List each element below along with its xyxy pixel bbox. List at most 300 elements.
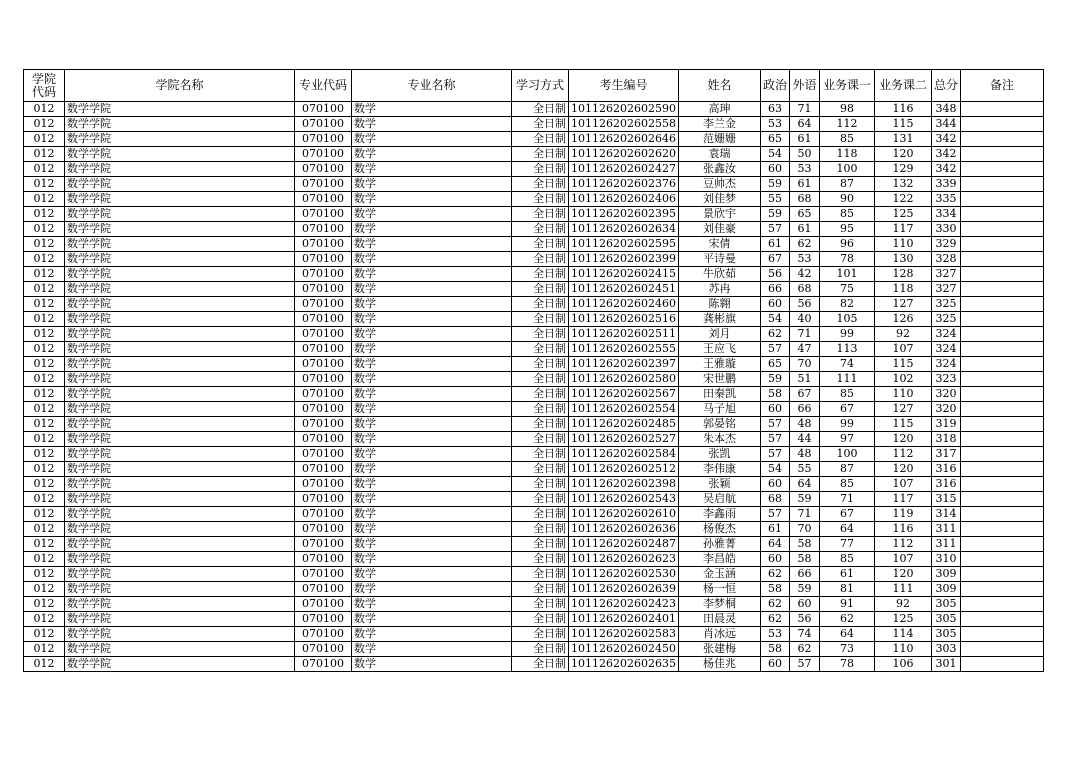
subject-one-score-cell: 62 xyxy=(820,612,875,627)
candidate-id-cell: 101126202602427 xyxy=(569,162,679,177)
college-code-cell: 012 xyxy=(24,477,65,492)
remarks-cell xyxy=(961,357,1044,372)
table-row xyxy=(24,267,1044,282)
foreign-language-score-cell: 47 xyxy=(790,342,820,357)
major-name-cell: 数学 xyxy=(352,642,512,657)
major-name-cell: 数学 xyxy=(352,207,512,222)
foreign-language-score-cell: 56 xyxy=(790,297,820,312)
total-score-cell: 320 xyxy=(932,402,961,417)
major-code-cell: 070100 xyxy=(295,387,352,402)
foreign-language-score-cell: 53 xyxy=(790,162,820,177)
candidate-id-cell: 101126202602401 xyxy=(569,612,679,627)
candidate-id-cell: 101126202602639 xyxy=(569,582,679,597)
college-name-cell: 数学学院 xyxy=(65,567,295,582)
subject-two-score-cell: 125 xyxy=(875,207,932,222)
study-mode-cell: 全日制 xyxy=(512,327,569,342)
politics-score-cell: 66 xyxy=(760,282,789,297)
study-mode-cell: 全日制 xyxy=(512,492,569,507)
subject-one-score-cell: 99 xyxy=(820,327,875,342)
college-name-cell: 数学学院 xyxy=(65,297,295,312)
table-row xyxy=(24,147,1044,162)
table-row xyxy=(24,657,1044,672)
student-name-cell: 马子旭 xyxy=(678,402,760,417)
header-remarks: 备注 xyxy=(961,70,1044,102)
subject-one-score-cell: 78 xyxy=(820,252,875,267)
major-code-cell: 070100 xyxy=(295,627,352,642)
study-mode-cell: 全日制 xyxy=(512,447,569,462)
major-code-cell: 070100 xyxy=(295,402,352,417)
major-code-cell: 070100 xyxy=(295,612,352,627)
header-subject-one: 业务课一 xyxy=(820,70,875,102)
subject-one-score-cell: 111 xyxy=(820,372,875,387)
college-code-cell: 012 xyxy=(24,372,65,387)
foreign-language-score-cell: 66 xyxy=(790,567,820,582)
subject-one-score-cell: 85 xyxy=(820,477,875,492)
table-row xyxy=(24,342,1044,357)
study-mode-cell: 全日制 xyxy=(512,222,569,237)
table-row xyxy=(24,477,1044,492)
foreign-language-score-cell: 65 xyxy=(790,207,820,222)
remarks-cell xyxy=(961,612,1044,627)
college-name-cell: 数学学院 xyxy=(65,237,295,252)
subject-two-score-cell: 132 xyxy=(875,177,932,192)
major-name-cell: 数学 xyxy=(352,597,512,612)
student-name-cell: 张鑫汝 xyxy=(678,162,760,177)
table-row xyxy=(24,492,1044,507)
foreign-language-score-cell: 70 xyxy=(790,522,820,537)
politics-score-cell: 54 xyxy=(760,312,789,327)
major-name-cell: 数学 xyxy=(352,492,512,507)
header-major-code: 专业代码 xyxy=(295,70,352,102)
table-row xyxy=(24,132,1044,147)
college-name-cell: 数学学院 xyxy=(65,282,295,297)
college-code-cell: 012 xyxy=(24,117,65,132)
subject-two-score-cell: 112 xyxy=(875,447,932,462)
politics-score-cell: 53 xyxy=(760,627,789,642)
subject-two-score-cell: 115 xyxy=(875,417,932,432)
subject-two-score-cell: 102 xyxy=(875,372,932,387)
politics-score-cell: 57 xyxy=(760,417,789,432)
subject-two-score-cell: 107 xyxy=(875,477,932,492)
student-name-cell: 朱本杰 xyxy=(678,432,760,447)
subject-two-score-cell: 112 xyxy=(875,537,932,552)
study-mode-cell: 全日制 xyxy=(512,552,569,567)
table-row xyxy=(24,252,1044,267)
major-name-cell: 数学 xyxy=(352,282,512,297)
major-name-cell: 数学 xyxy=(352,357,512,372)
total-score-cell: 320 xyxy=(932,387,961,402)
foreign-language-score-cell: 59 xyxy=(790,492,820,507)
college-code-cell: 012 xyxy=(24,102,65,117)
major-name-cell: 数学 xyxy=(352,222,512,237)
student-name-cell: 郭晏铭 xyxy=(678,417,760,432)
major-code-cell: 070100 xyxy=(295,252,352,267)
total-score-cell: 317 xyxy=(932,447,961,462)
remarks-cell xyxy=(961,267,1044,282)
candidate-id-cell: 101126202602397 xyxy=(569,357,679,372)
college-name-cell: 数学学院 xyxy=(65,387,295,402)
subject-one-score-cell: 75 xyxy=(820,282,875,297)
study-mode-cell: 全日制 xyxy=(512,507,569,522)
table-row xyxy=(24,177,1044,192)
table-row xyxy=(24,522,1044,537)
major-name-cell: 数学 xyxy=(352,417,512,432)
major-name-cell: 数学 xyxy=(352,477,512,492)
subject-two-score-cell: 119 xyxy=(875,507,932,522)
study-mode-cell: 全日制 xyxy=(512,657,569,672)
header-row xyxy=(24,70,1044,102)
politics-score-cell: 62 xyxy=(760,567,789,582)
politics-score-cell: 60 xyxy=(760,657,789,672)
foreign-language-score-cell: 59 xyxy=(790,582,820,597)
major-name-cell: 数学 xyxy=(352,117,512,132)
table-row xyxy=(24,207,1044,222)
candidate-id-cell: 101126202602487 xyxy=(569,537,679,552)
subject-one-score-cell: 85 xyxy=(820,132,875,147)
foreign-language-score-cell: 56 xyxy=(790,612,820,627)
remarks-cell xyxy=(961,642,1044,657)
header-college-code: 学院代码 xyxy=(24,70,65,102)
college-name-cell: 数学学院 xyxy=(65,372,295,387)
college-name-cell: 数学学院 xyxy=(65,327,295,342)
study-mode-cell: 全日制 xyxy=(512,162,569,177)
college-code-cell: 012 xyxy=(24,552,65,567)
total-score-cell: 330 xyxy=(932,222,961,237)
student-name-cell: 豆帅杰 xyxy=(678,177,760,192)
subject-two-score-cell: 127 xyxy=(875,402,932,417)
subject-one-score-cell: 101 xyxy=(820,267,875,282)
subject-one-score-cell: 85 xyxy=(820,207,875,222)
header-college-name: 学院名称 xyxy=(65,70,295,102)
remarks-cell xyxy=(961,177,1044,192)
table-row xyxy=(24,567,1044,582)
college-name-cell: 数学学院 xyxy=(65,132,295,147)
subject-one-score-cell: 85 xyxy=(820,387,875,402)
major-name-cell: 数学 xyxy=(352,387,512,402)
total-score-cell: 324 xyxy=(932,327,961,342)
remarks-cell xyxy=(961,492,1044,507)
study-mode-cell: 全日制 xyxy=(512,597,569,612)
politics-score-cell: 60 xyxy=(760,297,789,312)
remarks-cell xyxy=(961,462,1044,477)
foreign-language-score-cell: 61 xyxy=(790,132,820,147)
candidate-id-cell: 101126202602610 xyxy=(569,507,679,522)
study-mode-cell: 全日制 xyxy=(512,417,569,432)
study-mode-cell: 全日制 xyxy=(512,192,569,207)
politics-score-cell: 62 xyxy=(760,327,789,342)
student-name-cell: 杨一恒 xyxy=(678,582,760,597)
study-mode-cell: 全日制 xyxy=(512,102,569,117)
foreign-language-score-cell: 50 xyxy=(790,147,820,162)
study-mode-cell: 全日制 xyxy=(512,387,569,402)
college-code-cell: 012 xyxy=(24,507,65,522)
total-score-cell: 311 xyxy=(932,522,961,537)
candidate-id-cell: 101126202602450 xyxy=(569,642,679,657)
study-mode-cell: 全日制 xyxy=(512,537,569,552)
study-mode-cell: 全日制 xyxy=(512,147,569,162)
foreign-language-score-cell: 68 xyxy=(790,282,820,297)
table-row xyxy=(24,372,1044,387)
major-code-cell: 070100 xyxy=(295,117,352,132)
student-name-cell: 龚彬旗 xyxy=(678,312,760,327)
major-code-cell: 070100 xyxy=(295,537,352,552)
subject-two-score-cell: 120 xyxy=(875,432,932,447)
study-mode-cell: 全日制 xyxy=(512,342,569,357)
study-mode-cell: 全日制 xyxy=(512,642,569,657)
major-code-cell: 070100 xyxy=(295,642,352,657)
candidate-id-cell: 101126202602423 xyxy=(569,597,679,612)
foreign-language-score-cell: 64 xyxy=(790,477,820,492)
subject-one-score-cell: 67 xyxy=(820,402,875,417)
total-score-cell: 342 xyxy=(932,147,961,162)
remarks-cell xyxy=(961,657,1044,672)
college-name-cell: 数学学院 xyxy=(65,582,295,597)
major-name-cell: 数学 xyxy=(352,267,512,282)
college-code-cell: 012 xyxy=(24,267,65,282)
remarks-cell xyxy=(961,312,1044,327)
header-study-mode: 学习方式 xyxy=(512,70,569,102)
politics-score-cell: 58 xyxy=(760,642,789,657)
remarks-cell xyxy=(961,102,1044,117)
major-code-cell: 070100 xyxy=(295,147,352,162)
study-mode-cell: 全日制 xyxy=(512,582,569,597)
foreign-language-score-cell: 68 xyxy=(790,192,820,207)
candidate-id-cell: 101126202602620 xyxy=(569,147,679,162)
study-mode-cell: 全日制 xyxy=(512,312,569,327)
student-name-cell: 景欣宇 xyxy=(678,207,760,222)
table-row xyxy=(24,627,1044,642)
remarks-cell xyxy=(961,477,1044,492)
major-name-cell: 数学 xyxy=(352,252,512,267)
remarks-cell xyxy=(961,447,1044,462)
student-name-cell: 金玉涵 xyxy=(678,567,760,582)
college-name-cell: 数学学院 xyxy=(65,402,295,417)
total-score-cell: 334 xyxy=(932,207,961,222)
table-row xyxy=(24,642,1044,657)
candidate-id-cell: 101126202602634 xyxy=(569,222,679,237)
subject-one-score-cell: 73 xyxy=(820,642,875,657)
total-score-cell: 339 xyxy=(932,177,961,192)
subject-two-score-cell: 117 xyxy=(875,222,932,237)
politics-score-cell: 61 xyxy=(760,237,789,252)
major-code-cell: 070100 xyxy=(295,597,352,612)
college-name-cell: 数学学院 xyxy=(65,312,295,327)
subject-one-score-cell: 105 xyxy=(820,312,875,327)
major-code-cell: 070100 xyxy=(295,177,352,192)
table-row xyxy=(24,327,1044,342)
college-name-cell: 数学学院 xyxy=(65,462,295,477)
foreign-language-score-cell: 55 xyxy=(790,462,820,477)
foreign-language-score-cell: 71 xyxy=(790,102,820,117)
major-code-cell: 070100 xyxy=(295,192,352,207)
subject-one-score-cell: 113 xyxy=(820,342,875,357)
college-name-cell: 数学学院 xyxy=(65,342,295,357)
politics-score-cell: 59 xyxy=(760,177,789,192)
foreign-language-score-cell: 61 xyxy=(790,222,820,237)
foreign-language-score-cell: 42 xyxy=(790,267,820,282)
college-name-cell: 数学学院 xyxy=(65,117,295,132)
candidate-id-cell: 101126202602583 xyxy=(569,627,679,642)
major-code-cell: 070100 xyxy=(295,267,352,282)
remarks-cell xyxy=(961,147,1044,162)
total-score-cell: 325 xyxy=(932,312,961,327)
candidate-id-cell: 101126202602527 xyxy=(569,432,679,447)
foreign-language-score-cell: 44 xyxy=(790,432,820,447)
student-name-cell: 宋倩 xyxy=(678,237,760,252)
major-name-cell: 数学 xyxy=(352,552,512,567)
remarks-cell xyxy=(961,402,1044,417)
subject-one-score-cell: 96 xyxy=(820,237,875,252)
table-row xyxy=(24,447,1044,462)
major-code-cell: 070100 xyxy=(295,507,352,522)
candidate-id-cell: 101126202602584 xyxy=(569,447,679,462)
politics-score-cell: 67 xyxy=(760,252,789,267)
student-name-cell: 张颖 xyxy=(678,477,760,492)
candidate-id-cell: 101126202602567 xyxy=(569,387,679,402)
header-name: 姓名 xyxy=(678,70,760,102)
major-name-cell: 数学 xyxy=(352,432,512,447)
candidate-id-cell: 101126202602558 xyxy=(569,117,679,132)
table-row xyxy=(24,537,1044,552)
student-name-cell: 杨俊杰 xyxy=(678,522,760,537)
college-code-cell: 012 xyxy=(24,642,65,657)
major-code-cell: 070100 xyxy=(295,312,352,327)
major-code-cell: 070100 xyxy=(295,327,352,342)
major-code-cell: 070100 xyxy=(295,522,352,537)
major-code-cell: 070100 xyxy=(295,432,352,447)
college-code-cell: 012 xyxy=(24,357,65,372)
major-code-cell: 070100 xyxy=(295,132,352,147)
remarks-cell xyxy=(961,297,1044,312)
total-score-cell: 314 xyxy=(932,507,961,522)
major-code-cell: 070100 xyxy=(295,162,352,177)
major-name-cell: 数学 xyxy=(352,567,512,582)
remarks-cell xyxy=(961,567,1044,582)
candidate-id-cell: 101126202602415 xyxy=(569,267,679,282)
politics-score-cell: 68 xyxy=(760,492,789,507)
college-name-cell: 数学学院 xyxy=(65,357,295,372)
subject-one-score-cell: 95 xyxy=(820,222,875,237)
total-score-cell: 309 xyxy=(932,582,961,597)
student-name-cell: 平诗曼 xyxy=(678,252,760,267)
politics-score-cell: 57 xyxy=(760,222,789,237)
subject-two-score-cell: 125 xyxy=(875,612,932,627)
college-name-cell: 数学学院 xyxy=(65,507,295,522)
foreign-language-score-cell: 40 xyxy=(790,312,820,327)
table-row xyxy=(24,582,1044,597)
foreign-language-score-cell: 48 xyxy=(790,447,820,462)
college-code-cell: 012 xyxy=(24,327,65,342)
total-score-cell: 348 xyxy=(932,102,961,117)
major-code-cell: 070100 xyxy=(295,297,352,312)
total-score-cell: 327 xyxy=(932,267,961,282)
remarks-cell xyxy=(961,537,1044,552)
student-name-cell: 李昌皓 xyxy=(678,552,760,567)
major-code-cell: 070100 xyxy=(295,282,352,297)
total-score-cell: 328 xyxy=(932,252,961,267)
table-row xyxy=(24,402,1044,417)
total-score-cell: 323 xyxy=(932,372,961,387)
subject-two-score-cell: 92 xyxy=(875,327,932,342)
total-score-cell: 315 xyxy=(932,492,961,507)
subject-two-score-cell: 107 xyxy=(875,552,932,567)
college-name-cell: 数学学院 xyxy=(65,102,295,117)
candidate-id-cell: 101126202602623 xyxy=(569,552,679,567)
foreign-language-score-cell: 53 xyxy=(790,252,820,267)
subject-one-score-cell: 98 xyxy=(820,102,875,117)
remarks-cell xyxy=(961,282,1044,297)
college-code-cell: 012 xyxy=(24,657,65,672)
foreign-language-score-cell: 74 xyxy=(790,627,820,642)
remarks-cell xyxy=(961,582,1044,597)
study-mode-cell: 全日制 xyxy=(512,477,569,492)
foreign-language-score-cell: 48 xyxy=(790,417,820,432)
subject-two-score-cell: 120 xyxy=(875,567,932,582)
table-row xyxy=(24,162,1044,177)
college-code-cell: 012 xyxy=(24,222,65,237)
college-name-cell: 数学学院 xyxy=(65,492,295,507)
total-score-cell: 329 xyxy=(932,237,961,252)
major-code-cell: 070100 xyxy=(295,492,352,507)
college-name-cell: 数学学院 xyxy=(65,477,295,492)
college-code-cell: 012 xyxy=(24,192,65,207)
subject-two-score-cell: 106 xyxy=(875,657,932,672)
subject-two-score-cell: 126 xyxy=(875,312,932,327)
candidate-id-cell: 101126202602376 xyxy=(569,177,679,192)
major-code-cell: 070100 xyxy=(295,342,352,357)
subject-two-score-cell: 122 xyxy=(875,192,932,207)
foreign-language-score-cell: 70 xyxy=(790,357,820,372)
major-name-cell: 数学 xyxy=(352,312,512,327)
student-name-cell: 李兰金 xyxy=(678,117,760,132)
student-name-cell: 张凯 xyxy=(678,447,760,462)
remarks-cell xyxy=(961,387,1044,402)
table-row xyxy=(24,297,1044,312)
politics-score-cell: 56 xyxy=(760,267,789,282)
student-name-cell: 田晨灵 xyxy=(678,612,760,627)
total-score-cell: 318 xyxy=(932,432,961,447)
politics-score-cell: 57 xyxy=(760,447,789,462)
remarks-cell xyxy=(961,507,1044,522)
student-name-cell: 王应飞 xyxy=(678,342,760,357)
major-name-cell: 数学 xyxy=(352,162,512,177)
candidate-id-cell: 101126202602395 xyxy=(569,207,679,222)
student-name-cell: 肖冰远 xyxy=(678,627,760,642)
student-name-cell: 李伟康 xyxy=(678,462,760,477)
foreign-language-score-cell: 60 xyxy=(790,597,820,612)
study-mode-cell: 全日制 xyxy=(512,402,569,417)
major-code-cell: 070100 xyxy=(295,567,352,582)
college-name-cell: 数学学院 xyxy=(65,597,295,612)
study-mode-cell: 全日制 xyxy=(512,207,569,222)
subject-two-score-cell: 92 xyxy=(875,597,932,612)
study-mode-cell: 全日制 xyxy=(512,567,569,582)
table-row xyxy=(24,282,1044,297)
header-total: 总分 xyxy=(932,70,961,102)
major-name-cell: 数学 xyxy=(352,522,512,537)
college-code-cell: 012 xyxy=(24,162,65,177)
politics-score-cell: 64 xyxy=(760,537,789,552)
college-code-cell: 012 xyxy=(24,312,65,327)
table-row xyxy=(24,507,1044,522)
candidate-id-cell: 101126202602398 xyxy=(569,477,679,492)
politics-score-cell: 54 xyxy=(760,147,789,162)
candidate-id-cell: 101126202602512 xyxy=(569,462,679,477)
study-mode-cell: 全日制 xyxy=(512,252,569,267)
politics-score-cell: 60 xyxy=(760,162,789,177)
college-name-cell: 数学学院 xyxy=(65,147,295,162)
total-score-cell: 301 xyxy=(932,657,961,672)
